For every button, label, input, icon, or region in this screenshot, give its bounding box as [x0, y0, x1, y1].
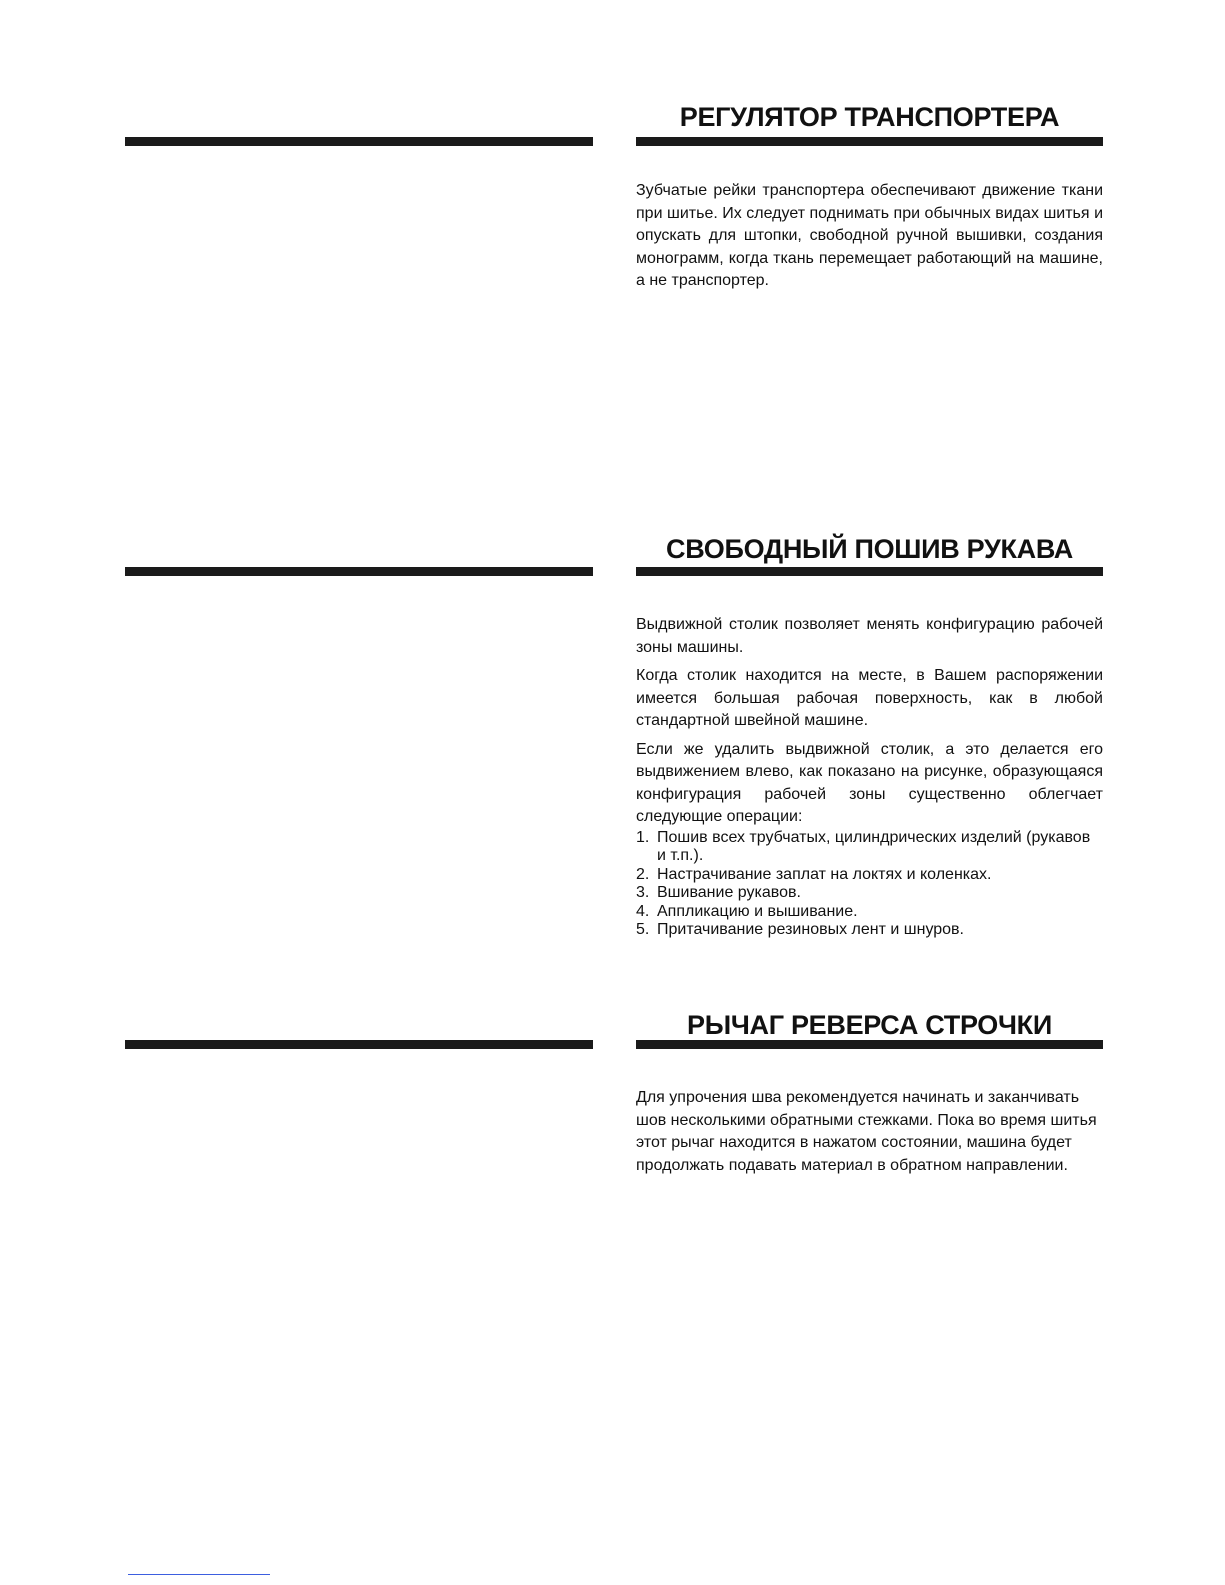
section-divider-right — [636, 1040, 1103, 1049]
list-item-number: 2. — [636, 865, 650, 883]
section-heading-free-arm: СВОБОДНЫЙ ПОШИВ РУКАВА — [666, 534, 1073, 564]
list-item — [636, 921, 1103, 940]
section-body-reverse-lever — [636, 1087, 1098, 1177]
paragraph: Зубчатые рейки транспортера обеспечивают движение ткани при шитье. Их следует поднимать при обычных видах шитья и опускать для штопки, свободной ручной вышивки, создания монограмм, когда ткань перемещает работающий на машине, а не транспортер. — [636, 182, 1103, 289]
list-item — [636, 884, 1103, 903]
paragraph: Для упрочения шва рекомендуется начинать и заканчивать шов несколькими обратными стежками. Пока во время шитья этот рычаг находится в нажатом состоянии, машина будет продолжать подавать материал в обратном направлении. — [636, 1089, 1097, 1174]
section-heading-reverse-lever: РЫЧАГ РЕВЕРСА СТРОЧКИ — [687, 1010, 1052, 1040]
section-divider-left — [125, 567, 593, 576]
list-item-number: 3. — [636, 884, 650, 901]
section-body-free-arm — [636, 614, 1103, 940]
list-item — [636, 829, 1103, 866]
section-divider-left — [125, 1040, 593, 1049]
list-item-text: Вшивание рукавов. — [657, 884, 801, 901]
list-item-text: Притачивание резиновых лент и шнуров. — [657, 921, 964, 938]
list-item-number: 4. — [636, 902, 650, 920]
paragraph: Выдвижной столик позволяет менять конфигурацию рабочей зоны машины. — [636, 616, 1103, 656]
section-divider-left — [125, 137, 593, 146]
list-item-text: Настрачивание заплат на локтях и коленках. — [657, 865, 992, 883]
section-heading-feed-regulator: РЕГУЛЯТОР ТРАНСПОРТЕРА — [679, 102, 1060, 132]
section-divider-right — [636, 567, 1103, 576]
list-item-number: 1. — [636, 828, 650, 846]
footer-line — [128, 1574, 270, 1575]
list-item-text: Аппликацию и вышивание. — [657, 902, 858, 920]
section-body-feed-regulator — [636, 180, 1103, 293]
list-item-text: Пошив всех трубчатых, цилиндрических изделий (рукавов и т.п.). — [657, 828, 1091, 864]
section-divider-right — [636, 137, 1103, 146]
list-item — [636, 903, 1103, 922]
paragraph: Если же удалить выдвижной столик, а это делается его выдвижением влево, как показано на рисунке, образующаяся конфигурация рабочей зоны существенно облегчает следующие операции: — [636, 740, 1103, 825]
list-item-number: 5. — [636, 921, 650, 938]
list-item — [636, 866, 1103, 885]
operations-list — [636, 829, 1103, 940]
paragraph: Когда столик находится на месте, в Вашем распоряжении имеется большая рабочая поверхность, как в любой стандартной швейной машине. — [636, 667, 1103, 729]
